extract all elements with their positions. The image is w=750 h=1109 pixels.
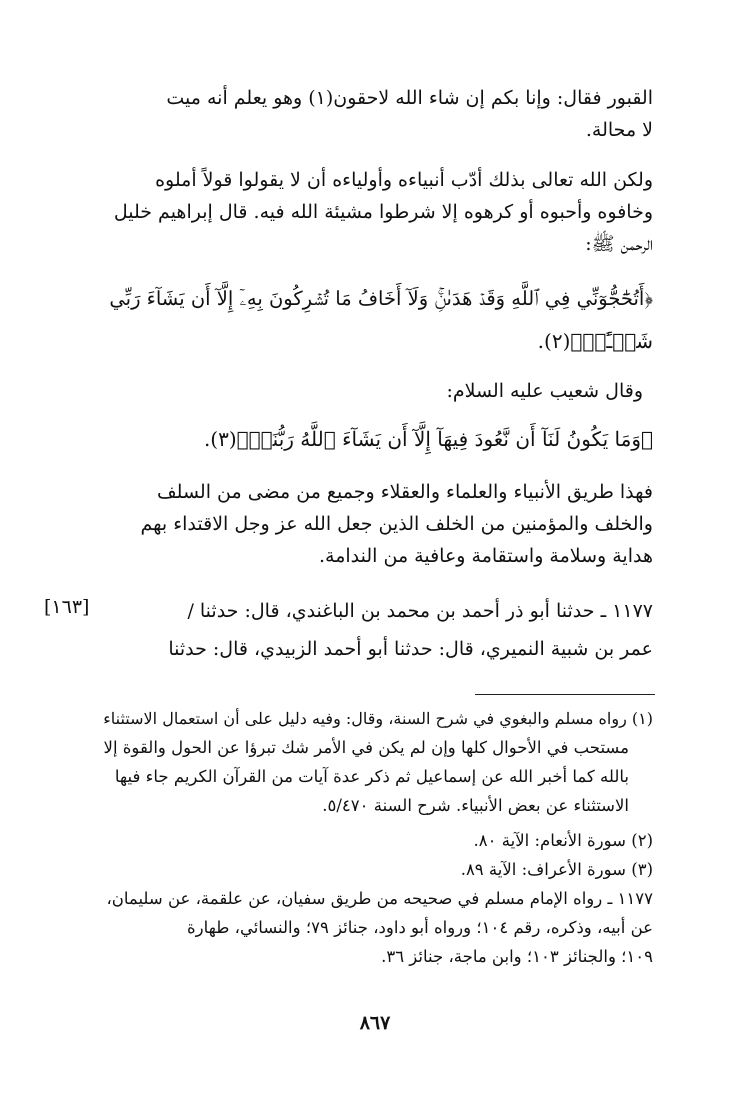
footnote-line: الاستثناء عن بعض الأنبياء. شرح السنة ٥/٤٧٠. [322,796,629,815]
paragraph-2 [103,164,653,260]
footnote-hadith-1177 [103,884,653,971]
page-number: ٨٦٧ [359,1012,391,1034]
text-line: هداية وسلامة واستقامة وعافية من الندامة. [318,545,653,567]
text-line: وقال شعيب عليه السلام: [446,380,643,402]
hadith-1177-text [103,592,653,668]
text-line: ١١٧٧ ـ حدثنا أبو ذر أحمد بن محمد بن الباغندي، قال: حدثنا / [187,600,653,622]
footnote-line: (١) رواه مسلم والبغوي في شرح السنة، وقال: وفيه دليل على أن استعمال الاستثناء [103,709,653,728]
footnote-separator [475,694,655,695]
text-line: وخافوه وأحبوه أو كرهوه إلا شرطوا مشيئة الله فيه. قال إبراهيم خليل [113,201,653,223]
quran-verse-2 [103,418,653,460]
footnote-3 [103,855,653,884]
paragraph-4 [103,476,653,572]
text-line: عمر بن شبية النميري، قال: حدثنا أبو أحمد الزبيدي، قال: حدثنا [168,638,653,660]
text-line: القبور فقال: وإنا بكم إن شاء الله لاحقون(١) وهو يعلم أنه ميت [166,87,653,109]
footnote-line: مستحب في الأحوال كلها وإن لم يكن في الأمر شك تبرؤا عن الحول والقوة إلا [103,738,629,757]
footnote-1 [103,704,653,820]
text-line: ولكن الله تعالى بذلك أدّب أنبياءه وأولياءه أن لا يقولوا قولاً أملوه [155,169,653,191]
text-line: فهذا طريق الأنبياء والعلماء والعقلاء وجميع من مضى من السلف [157,481,653,503]
verse-line: شَيۡـًٔاۗ﴾(٢). [537,329,653,353]
margin-page-marker: [١٦٣] [44,596,90,618]
verse-line: ﴿أَتُحَٰٓجُّوٓنِّي فِي ٱللَّهِ وَقَدۡ هَدَىٰنِۚ وَلَآ أَخَافُ مَا تُشۡرِكُونَ بِهِۦٓ إِلَّآ أَن يَشَآءَ رَبِّي [109,287,653,310]
footnote-line: ١٠٩؛ والجنائز ١٠٣؛ وابن ماجة، جنائز ٣٦. [381,947,653,966]
footnote-line: (٣) سورة الأعراف: الآية ٨٩. [460,860,653,879]
paragraph-3 [103,375,643,407]
footnote-line: بالله كما أخبر الله عن إسماعيل ثم ذكر عدة آيات من القرآن الكريم جاء فيها [114,767,629,786]
paragraph-1 [103,82,653,146]
footnote-line: ١١٧٧ ـ رواه الإمام مسلم في صحيحه من طريق سفيان، عن علقمة، عن سليمان، [106,889,653,908]
text-line: والخلف والمؤمنين من الخلف الذين جعل الله عز وجل الاقتداء بهم [140,513,653,535]
text-line: لا محالة. [585,119,653,141]
footnote-line: عن أبيه، وذكره، رقم ١٠٤؛ ورواه أبو داود، جنائز ٧٩؛ والنسائي، طهارة [187,918,653,937]
quran-verse-1 [103,278,653,362]
text-line: الرحمن ﷺ: [585,233,653,255]
footnote-line: (٢) سورة الأنعام: الآية ٨٠. [473,831,653,850]
footnote-2 [103,826,653,855]
verse-line: ﴿وَمَا يَكُونُ لَنَآ أَن نَّعُودَ فِيهَآ إِلَّآ أَن يَشَآءَ ٱللَّهُ رَبُّنَاۚ﴾(٣). [203,427,653,451]
